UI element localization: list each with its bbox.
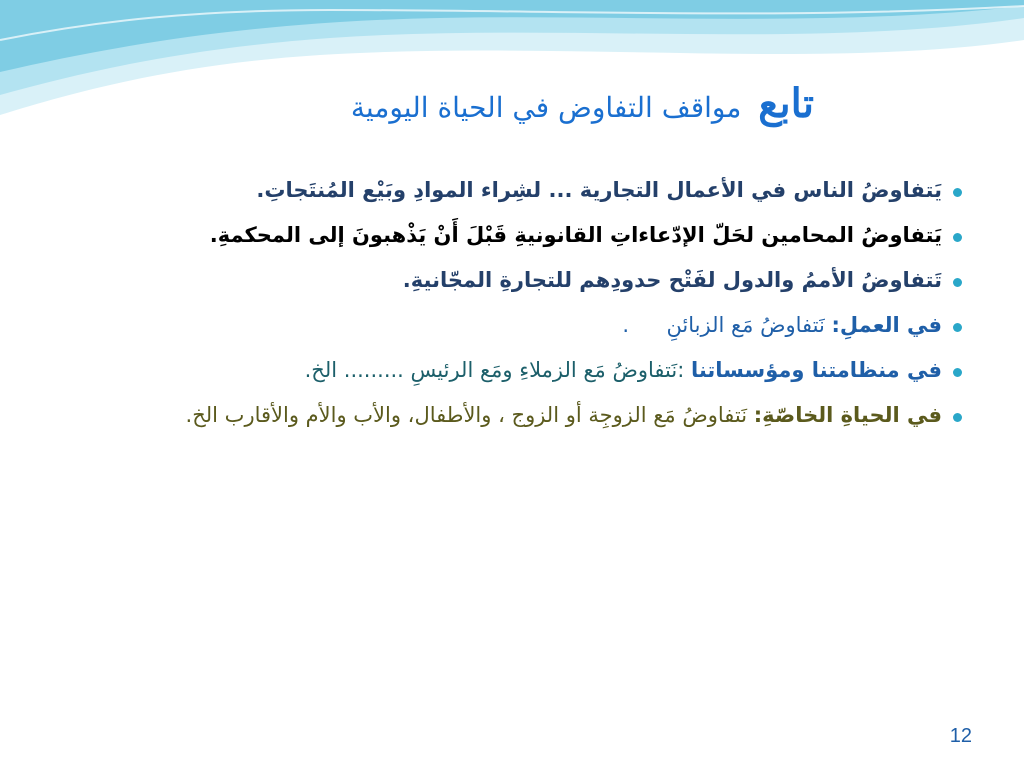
bullet-list (58, 172, 942, 442)
bullet-dot-icon (953, 413, 962, 422)
title-text: مواقف التفاوض في الحياة اليومية (350, 91, 742, 124)
bullet-dot-icon (953, 368, 962, 377)
list-item (58, 172, 942, 208)
list-item (58, 397, 942, 433)
slide-title (120, 78, 814, 130)
bullet-text: يَتفاوضُ المحامين لحَلّ الإدّعاءاتِ القانونيةِ قَبْلَ أَنْ يَذْهبونَ إلى المحكمةِ. (209, 223, 942, 247)
list-item (58, 217, 942, 253)
bullet-dot-icon (953, 323, 962, 332)
bullet-text: تَتفاوضُ الأممُ والدول لفَتْح حدودِهم للتجارةِ المجّانيةِ. (402, 268, 942, 292)
bullet-text: :نَتفاوضُ مَع الزملاءِ ومَع الرئيسِ ......... الخ. (304, 358, 685, 382)
bullet-text: نَتفاوضُ مَع الزبائنِ (666, 313, 825, 337)
bullet-label: في الحياةِ الخاصّةِ: (753, 403, 942, 427)
bullet-dot-icon (953, 188, 962, 197)
list-item (58, 262, 942, 298)
title-emphasis: تابع (758, 80, 814, 127)
list-item (58, 307, 942, 343)
bullet-text: نَتفاوضُ مَع الزوجِة أو الزوج ، والأطفال، والأب والأم والأقارب الخ. (185, 403, 748, 427)
list-item (58, 352, 942, 388)
bullet-label: في العملِ: (831, 313, 942, 337)
page-number: 12 (949, 725, 972, 747)
bullet-dot-icon (953, 233, 962, 242)
bullet-label: في منظامتنا ومؤسساتنا (690, 358, 942, 382)
bullet-dot-icon (953, 278, 962, 287)
bullet-tail: . (622, 313, 630, 337)
bullet-text: يَتفاوضُ الناس في الأعمال التجارية ... لشِراء الموادِ وبَيْع المُنتَجاتِ. (256, 178, 942, 202)
